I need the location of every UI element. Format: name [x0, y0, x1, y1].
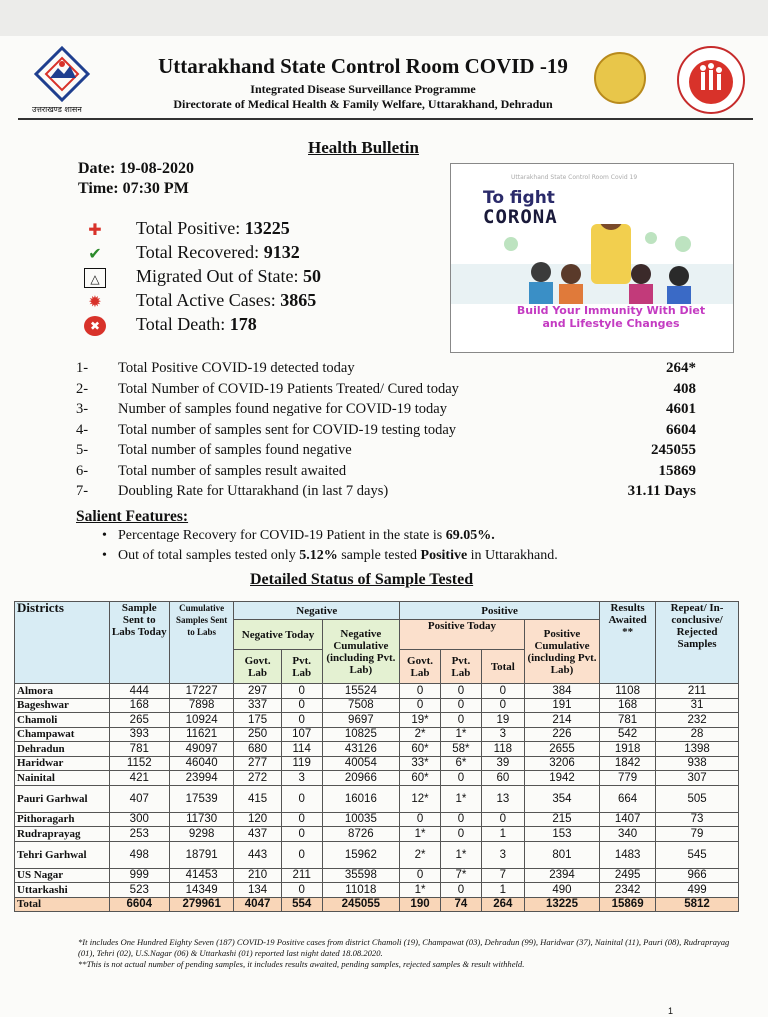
district-cell: Tehri Garhwal: [15, 841, 110, 868]
table-cell: 1*: [440, 727, 481, 742]
col-neg-pvt-lab: Pvt. Lab: [281, 650, 322, 684]
table-cell: 175: [234, 713, 281, 728]
table-cell: 999: [109, 868, 169, 883]
table-cell: 16016: [322, 785, 399, 812]
list-item: [76, 422, 696, 442]
table-cell: 801: [524, 841, 599, 868]
col-neg-cumulative: Negative Cumulative (including Pvt. Lab): [322, 620, 399, 684]
table-cell: 118: [481, 742, 524, 757]
table-cell: 938: [656, 756, 739, 771]
table-cell: 2394: [524, 868, 599, 883]
table-row: [15, 841, 739, 868]
district-cell: Uttarkashi: [15, 883, 110, 898]
table-cell: 1*: [440, 841, 481, 868]
col-sample-sent: Sample Sent to Labs Today: [109, 602, 169, 684]
table-cell: 277: [234, 756, 281, 771]
table-cell: 15524: [322, 684, 399, 699]
table-cell: 33*: [400, 756, 441, 771]
table-cell: 11621: [169, 727, 234, 742]
table-cell: 211: [656, 684, 739, 699]
table-cell: 297: [234, 684, 281, 699]
list-item: [76, 463, 696, 483]
stat-value: 3865: [280, 290, 317, 310]
table-cell: 0: [440, 713, 481, 728]
list-num: 3-: [76, 401, 89, 417]
col-neg-today: Negative Today: [234, 620, 322, 650]
table-cell: 1918: [600, 742, 656, 757]
table-cell: 407: [109, 785, 169, 812]
table-cell: 966: [656, 868, 739, 883]
nhm-logo-icon: [673, 44, 749, 116]
table-cell: 15869: [600, 897, 656, 912]
migration-icon: △: [84, 268, 106, 288]
table-cell: 1483: [600, 841, 656, 868]
bullet-text: sample tested: [337, 548, 421, 563]
table-cell: 40054: [322, 756, 399, 771]
table-cell: 9298: [169, 827, 234, 842]
list-item: [76, 483, 696, 503]
table-cell: 5812: [656, 897, 739, 912]
table-cell: 437: [234, 827, 281, 842]
list-text: Total number of samples found negative: [118, 442, 352, 458]
table-cell: 168: [600, 698, 656, 713]
table-cell: 1152: [109, 756, 169, 771]
table-cell: 35598: [322, 868, 399, 883]
table-cell: 1842: [600, 756, 656, 771]
list-value: 264*: [666, 360, 696, 376]
table-cell: 79: [656, 827, 739, 842]
table-total-row: [15, 897, 739, 912]
district-cell: Nainital: [15, 771, 110, 786]
table-cell: 191: [524, 698, 599, 713]
table-cell: 0: [400, 684, 441, 699]
list-num: 1-: [76, 360, 89, 376]
table-cell: 0: [481, 812, 524, 827]
table-cell: 307: [656, 771, 739, 786]
table-cell: 0: [281, 713, 322, 728]
table-cell: 74: [440, 897, 481, 912]
programme-name: Integrated Disease Surveillance Programme: [250, 82, 476, 96]
checkmark-icon: ✔: [88, 244, 102, 263]
district-cell: Pithoragarh: [15, 812, 110, 827]
table-cell: 664: [600, 785, 656, 812]
table-cell: 10924: [169, 713, 234, 728]
table-title: Detailed Status of Sample Tested: [250, 571, 474, 588]
stat-value: 9132: [263, 242, 300, 262]
bullet-bold: Positive: [420, 548, 468, 563]
bulletin-heading: Health Bulletin: [308, 138, 419, 157]
list-text: Total number of samples sent for COVID-19 testing today: [118, 421, 457, 438]
table-cell: 1*: [400, 827, 441, 842]
table-body: [15, 684, 739, 912]
table-row: [15, 742, 739, 757]
table-cell: 2*: [400, 841, 441, 868]
table-cell: 443: [234, 841, 281, 868]
table-cell: 134: [234, 883, 281, 898]
table-cell: 114: [281, 742, 322, 757]
table-row: [15, 713, 739, 728]
table-cell: 1942: [524, 771, 599, 786]
table-cell: 10035: [322, 812, 399, 827]
table-cell: 0: [400, 812, 441, 827]
table-cell: 14349: [169, 883, 234, 898]
page-title: Uttarakhand State Control Room COVID -19: [158, 54, 568, 78]
bullet-text: Out of total samples tested only: [118, 548, 300, 563]
district-cell: Champawat: [15, 727, 110, 742]
table-cell: 490: [524, 883, 599, 898]
col-pos-pvt-lab: Pvt. Lab: [440, 650, 481, 684]
stat-label: Total Active Cases:: [136, 290, 276, 310]
table-cell: 264: [481, 897, 524, 912]
table-row: [15, 785, 739, 812]
col-repeat: Repeat/ In-conclusive/ Rejected Samples: [656, 602, 739, 684]
table-cell: 505: [656, 785, 739, 812]
poster-top-text: Uttarakhand State Control Room Covid 19: [511, 174, 638, 181]
bullet-value: 5.12%: [299, 548, 338, 563]
table-cell: 4047: [234, 897, 281, 912]
table-cell: 279961: [169, 897, 234, 912]
table-cell: 49097: [169, 742, 234, 757]
table-row: [15, 812, 739, 827]
virus-icon: ✹: [88, 292, 102, 311]
stat-label: Total Death:: [136, 314, 226, 334]
table-cell: 60: [481, 771, 524, 786]
district-cell: Total: [15, 897, 110, 912]
table-cell: 300: [109, 812, 169, 827]
table-cell: 210: [234, 868, 281, 883]
table-cell: 499: [656, 883, 739, 898]
table-cell: 0: [281, 698, 322, 713]
district-cell: Almora: [15, 684, 110, 699]
sample-status-table: [14, 601, 739, 912]
district-cell: Pauri Garhwal: [15, 785, 110, 812]
table-cell: 0: [281, 684, 322, 699]
table-cell: 421: [109, 771, 169, 786]
table-cell: 6*: [440, 756, 481, 771]
document-header: [18, 42, 753, 120]
table-cell: 190: [400, 897, 441, 912]
table-cell: 31: [656, 698, 739, 713]
table-cell: 58*: [440, 742, 481, 757]
stat-value: 50: [302, 266, 321, 286]
list-num: 4-: [76, 421, 89, 438]
x-circle-icon: ✖: [84, 316, 106, 336]
table-cell: 680: [234, 742, 281, 757]
table-cell: 3: [481, 727, 524, 742]
table-cell: 215: [524, 812, 599, 827]
table-cell: 23994: [169, 771, 234, 786]
bullet-text: in Uttarakhand.: [467, 548, 558, 563]
table-cell: 168: [109, 698, 169, 713]
table-cell: 0: [440, 883, 481, 898]
list-item: [76, 381, 696, 401]
table-cell: 384: [524, 684, 599, 699]
list-item: [76, 360, 696, 380]
table-cell: 17227: [169, 684, 234, 699]
district-cell: Dehradun: [15, 742, 110, 757]
table-cell: 393: [109, 727, 169, 742]
table-cell: 13: [481, 785, 524, 812]
district-cell: Chamoli: [15, 713, 110, 728]
table-cell: 2342: [600, 883, 656, 898]
table-cell: 19*: [400, 713, 441, 728]
table-cell: 337: [234, 698, 281, 713]
district-cell: Haridwar: [15, 756, 110, 771]
table-cell: 6604: [109, 897, 169, 912]
col-cumulative: Cumulative Samples Sent to Labs: [169, 602, 234, 684]
table-cell: 11018: [322, 883, 399, 898]
table-cell: 153: [524, 827, 599, 842]
col-pos-cumulative: Positive Cumulative (including Pvt. Lab): [524, 620, 599, 684]
footnote-line-1: *It includes One Hundred Eighty Seven (187) COVID-19 Positive cases from district Chamoli (19), Champawat (03), Dehradun (99), Haridwar (37), Nainital (11), Pauri (08), Rudraprayag (01), Tehri (02), U.S.Nagar (06) & Uttarkashi (01) reported last night dated 18.08.2020.: [78, 937, 730, 958]
table-cell: 2495: [600, 868, 656, 883]
col-pos-today: Positive Today: [400, 620, 525, 650]
salient-heading: Salient Features:: [76, 508, 189, 525]
table-cell: 0: [400, 868, 441, 883]
footnote: [78, 937, 738, 970]
table-cell: 13225: [524, 897, 599, 912]
table-cell: 0: [440, 771, 481, 786]
bulletin-date: Date: 19-08-2020: [78, 160, 194, 177]
col-negative: Negative: [234, 602, 400, 620]
table-cell: 119: [281, 756, 322, 771]
table-cell: 415: [234, 785, 281, 812]
table-cell: 1: [481, 827, 524, 842]
list-text: Number of samples found negative for COVID-19 today: [118, 401, 447, 417]
table-cell: 226: [524, 727, 599, 742]
table-cell: 545: [656, 841, 739, 868]
list-item: [76, 401, 696, 421]
table-cell: 41453: [169, 868, 234, 883]
table-cell: 0: [440, 698, 481, 713]
table-cell: 554: [281, 897, 322, 912]
table-cell: 60*: [400, 742, 441, 757]
list-text: Total Positive COVID-19 detected today: [118, 360, 355, 376]
table-cell: 15962: [322, 841, 399, 868]
table-cell: 211: [281, 868, 322, 883]
table-cell: 3206: [524, 756, 599, 771]
list-value: 31.11 Days: [627, 483, 696, 499]
poster-corona: CORONA: [483, 206, 558, 228]
table-cell: 340: [600, 827, 656, 842]
table-cell: 20966: [322, 771, 399, 786]
stat-migrated: [84, 266, 384, 288]
list-value: 15869: [658, 462, 696, 479]
table-cell: 1*: [400, 883, 441, 898]
list-num: 5-: [76, 442, 89, 458]
list-text: Total number of samples result awaited: [118, 462, 347, 479]
table-cell: 1: [481, 883, 524, 898]
list-text: Doubling Rate for Uttarakhand (in last 7 days): [118, 483, 389, 499]
table-cell: 7*: [440, 868, 481, 883]
list-value: 245055: [651, 442, 696, 458]
list-value: 4601: [666, 401, 696, 417]
table-cell: 1407: [600, 812, 656, 827]
table-cell: 18791: [169, 841, 234, 868]
table-cell: 46040: [169, 756, 234, 771]
table-row: [15, 827, 739, 842]
list-num: 6-: [76, 462, 89, 479]
table-cell: 250: [234, 727, 281, 742]
stat-label: Total Recovered:: [136, 242, 260, 262]
table-cell: 3: [481, 841, 524, 868]
list-num: 2-: [76, 380, 89, 397]
table-cell: 0: [481, 698, 524, 713]
table-cell: 779: [600, 771, 656, 786]
district-cell: Rudraprayag: [15, 827, 110, 842]
bullet-text: Percentage Recovery for COVID-19 Patient in the state is: [118, 528, 446, 543]
table-row: [15, 698, 739, 713]
bullet-value: 69.05%.: [445, 528, 495, 543]
table-row: [15, 727, 739, 742]
table-cell: 444: [109, 684, 169, 699]
col-results-awaited: Results Awaited **: [600, 602, 656, 684]
table-cell: 354: [524, 785, 599, 812]
table-cell: 10825: [322, 727, 399, 742]
table-cell: 0: [440, 812, 481, 827]
table-cell: 781: [600, 713, 656, 728]
table-cell: 523: [109, 883, 169, 898]
stat-total-death: [84, 314, 384, 336]
stat-total-recovered: [84, 242, 384, 264]
table-cell: 43126: [322, 742, 399, 757]
table-cell: 232: [656, 713, 739, 728]
table-cell: 498: [109, 841, 169, 868]
awareness-poster: [450, 163, 734, 353]
table-cell: 7508: [322, 698, 399, 713]
footnote-line-2: **This is not actual number of pending samples, it includes results awaited, pending samples, rejected samples & result withheld.: [78, 959, 525, 969]
table-cell: 1108: [600, 684, 656, 699]
stat-value: 13225: [244, 218, 290, 238]
poster-build-immunity: Build Your Immunity With Diet and Lifestyle Changes: [516, 304, 706, 330]
family-illustration-icon: [451, 224, 734, 304]
table-cell: 60*: [400, 771, 441, 786]
col-neg-govt-lab: Govt. Lab: [234, 650, 281, 684]
health-emblem-icon: [594, 52, 646, 104]
district-cell: US Nagar: [15, 868, 110, 883]
table-cell: 11730: [169, 812, 234, 827]
top-bar: [0, 0, 768, 36]
table-row: [15, 756, 739, 771]
salient-bullet-recovery: [118, 528, 495, 544]
table-cell: 17539: [169, 785, 234, 812]
page-number: 1: [668, 1006, 674, 1016]
list-text: Total Number of COVID-19 Patients Treated/ Cured today: [118, 380, 459, 397]
govt-logo-caption: उत्तराखण्ड शासन: [32, 105, 82, 114]
list-item: [76, 442, 696, 462]
table-cell: 0: [481, 684, 524, 699]
table-cell: 2*: [400, 727, 441, 742]
col-positive: Positive: [400, 602, 600, 620]
table-row: [15, 684, 739, 699]
table-cell: 0: [281, 812, 322, 827]
poster-fight: To fight: [483, 188, 555, 208]
table-cell: 12*: [400, 785, 441, 812]
table-cell: 0: [440, 827, 481, 842]
stat-value: 178: [229, 314, 257, 334]
user-plus-icon: ✚: [88, 220, 102, 239]
table-cell: 781: [109, 742, 169, 757]
table-cell: 19: [481, 713, 524, 728]
table-cell: 39: [481, 756, 524, 771]
table-cell: 0: [440, 684, 481, 699]
table-cell: 0: [281, 841, 322, 868]
table-cell: 120: [234, 812, 281, 827]
table-cell: 7: [481, 868, 524, 883]
table-cell: 245055: [322, 897, 399, 912]
list-num: 7-: [76, 483, 89, 499]
table-cell: 272: [234, 771, 281, 786]
table-cell: 253: [109, 827, 169, 842]
col-pos-total: Total: [481, 650, 524, 684]
stat-active-cases: [84, 290, 384, 312]
table-cell: 107: [281, 727, 322, 742]
table-cell: 0: [281, 785, 322, 812]
table-cell: 214: [524, 713, 599, 728]
salient-bullet-positivity: [118, 548, 558, 564]
table-row: [15, 868, 739, 883]
bulletin-time: Time: 07:30 PM: [78, 180, 189, 197]
table-cell: 28: [656, 727, 739, 742]
list-value: 408: [673, 380, 696, 397]
table-row: [15, 771, 739, 786]
stat-label: Migrated Out of State:: [136, 266, 299, 286]
col-districts: Districts: [15, 602, 110, 684]
table-cell: 0: [281, 827, 322, 842]
table-cell: 9697: [322, 713, 399, 728]
table-cell: 2655: [524, 742, 599, 757]
table-cell: 8726: [322, 827, 399, 842]
directorate-name: Directorate of Medical Health & Family Welfare, Uttarakhand, Dehradun: [173, 97, 553, 111]
table-cell: 7898: [169, 698, 234, 713]
stat-total-positive: [84, 218, 384, 240]
table-cell: 3: [281, 771, 322, 786]
table-cell: 1*: [440, 785, 481, 812]
district-cell: Bageshwar: [15, 698, 110, 713]
col-pos-govt-lab: Govt. Lab: [400, 650, 441, 684]
list-value: 6604: [666, 421, 696, 438]
table-cell: 1398: [656, 742, 739, 757]
table-cell: 265: [109, 713, 169, 728]
stat-label: Total Positive:: [136, 218, 241, 238]
table-row: [15, 883, 739, 898]
table-cell: 73: [656, 812, 739, 827]
table-cell: 0: [400, 698, 441, 713]
table-cell: 0: [281, 883, 322, 898]
table-cell: 542: [600, 727, 656, 742]
